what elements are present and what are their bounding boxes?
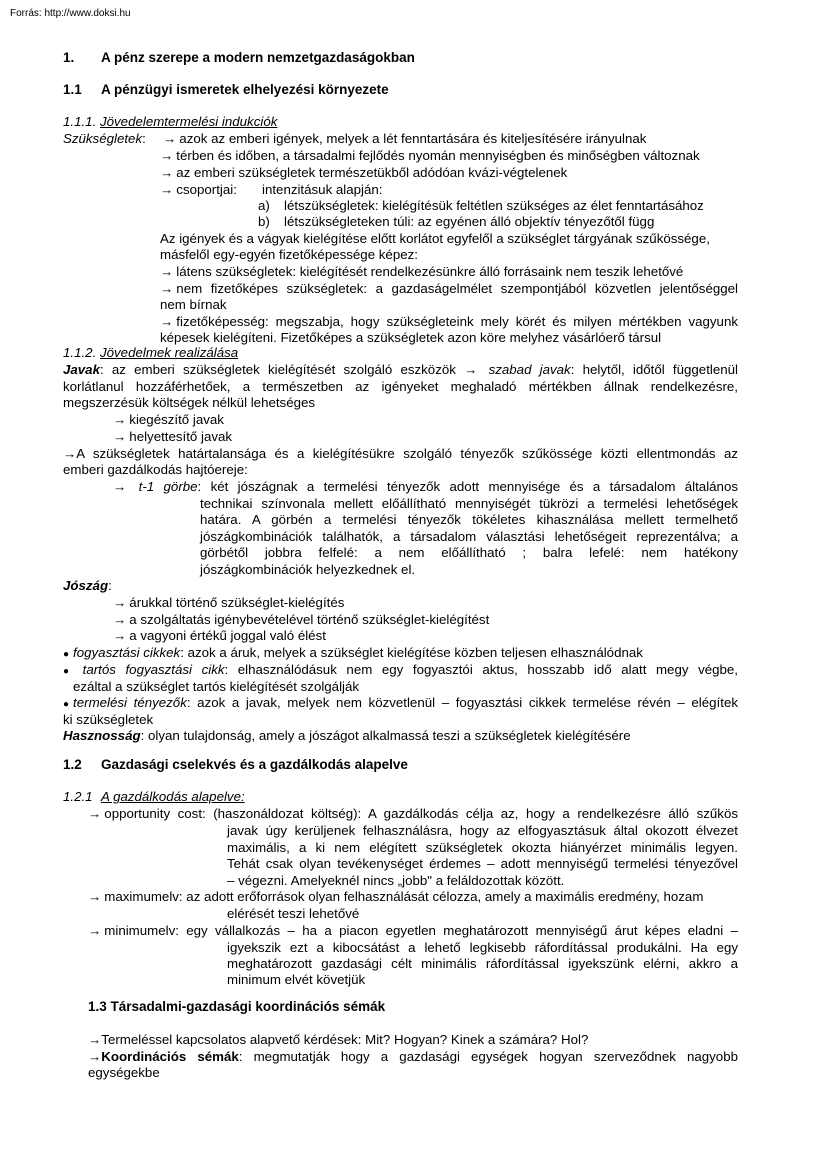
contra-line: →A szükségletek határtalansága és a kielégítésükre szolgáló tényezők szűkössége közti ellentmondás az — [63, 446, 738, 461]
t1-line: jószágkombinációk találhatók, a társadalom választási lehetőségeit reprezentálva; a — [200, 529, 738, 544]
javak-line-3: megszerzésük költségek nélkül lehetséges — [63, 395, 316, 410]
paragraph-line: Az igények és a vágyak kielégítése előtt korlátot egyfelől a szükséglet tárgyának szűkössége, — [160, 231, 710, 246]
bullet-item: ● fogyasztási cikkek: azok a áruk, melyek a szükséglet kielégítése közben teljesen elhasználódnak — [63, 645, 643, 663]
arrow-icon: → — [163, 131, 177, 146]
minimumelv-line: igyekszik ezt a kibocsátást a lehető legkisebb ráfordítással produkálni. Ha egy — [227, 940, 738, 955]
arrow-icon: → — [160, 314, 174, 329]
arrow-icon: → — [160, 281, 174, 296]
javak-item: → kiegészítő javak — [113, 412, 224, 427]
maximumelv-line: elérését teszi lehetővé — [227, 906, 360, 921]
arrow-icon: → — [160, 165, 174, 180]
szuksegletek-item: → azok az emberi igények, melyek a lét fenntartására és kiteljesítésére irányulnak — [163, 131, 647, 146]
paragraph-line: másfelől egy-egyén fizetőképessége képez: — [160, 247, 418, 262]
javak-line-1: Javak: az emberi szükségletek kielégítését szolgáló eszközök → szabad javak: helytől, időtől függetlenül — [63, 362, 738, 377]
arrow-icon: → — [113, 595, 127, 610]
opportunity-cost-line: – végezni. Amelyeknél nincs „jobb" a feláldozottak között. — [227, 873, 565, 888]
joszag-item: → a szolgáltatás igénybevételével történő szükséglet-kielégítést — [113, 612, 490, 627]
sub-item-b: b) létszükségleteken túli: az egyénen álló objektív tényezőtől függ — [258, 214, 655, 229]
arrow-icon: → — [113, 612, 127, 627]
maximumelv-line: → maximumelv: az adott erőforrások olyan felhasználását célozza, amely a maximális eredmény, hozam — [88, 889, 704, 904]
arrow-icon: → — [88, 1032, 102, 1047]
arrow-icon: → — [113, 412, 127, 427]
szuksegletek-item: → csoportjai: — [160, 182, 237, 197]
minimumelv-line: → minimumelv: egy vállalkozás – ha a piacon egyetlen meghatározott mennyiségű árut képes eladni – — [88, 923, 738, 938]
heading-1: 1. A pénz szerepe a modern nemzetgazdaságokban — [63, 50, 415, 65]
heading-1-2-1: 1.2.1 A gazdálkodás alapelve: — [63, 789, 245, 804]
hasznossag-line: Hasznosság: olyan tulajdonság, amely a jószágot alkalmassá teszi a szükségletek kielégítésére — [63, 728, 631, 743]
arrow-line: → látens szükségletek: kielégítését rendelkezésünkre álló forrásaink nem teszik lehetővé — [160, 264, 684, 279]
t1-line: jószágkombinációk helyezkednek el. — [200, 562, 416, 577]
arrow-icon: → — [88, 889, 102, 904]
javak-line-2: korlátlanul hozzáférhetőek, a természetben az igényeket meghaladó mértékben állnak rendelkezésre, — [63, 379, 738, 394]
joszag-item: → árukkal történő szükséglet-kielégítés — [113, 595, 345, 610]
opportunity-cost-line: Tehát csak olyan tevékenységet érdemes – adott mennyiségű termelési tényezővel — [227, 856, 738, 871]
opportunity-cost-line: maximális, a ki nem elégített szükségletek okozta hiányérzet minimális legyen. — [227, 840, 738, 855]
szuksegletek-line-1: Szükségletek: — [63, 131, 146, 146]
opportunity-cost-line: javak úgy kerüljenek felhasználásra, hogy az elfogyasztásuk által okozott élvezet — [227, 823, 738, 838]
contra-line: emberi gazdálkodás hajtóereje: — [63, 462, 248, 477]
heading-1-1: 1.1 A pénzügyi ismeretek elhelyezési környezete — [63, 82, 389, 97]
arrow-line-cont: nem bírnak — [160, 297, 227, 312]
bullet-icon: ● — [63, 699, 70, 710]
arrow-icon: → — [113, 628, 127, 643]
szuksegletek-item: → térben és időben, a társadalmi fejlődés nyomán mennyiségben és minőségben változnak — [160, 148, 700, 163]
opportunity-cost-line: → opportunity cost: (haszonáldozat költség): A gazdálkodás célja az, hogy a rendelkezésre álló szűkös — [88, 806, 738, 821]
arrow-icon: → — [113, 429, 127, 444]
t1-line: határa. A görbén a termelési tényezők tökéletes kihasználása mellett termelhető — [200, 512, 738, 527]
arrow-icon: → — [88, 1049, 102, 1064]
bullet-icon: ● — [63, 666, 70, 677]
arrow-icon: → — [160, 264, 174, 279]
heading-1-3: 1.3 Társadalmi-gazdasági koordinációs sémák — [88, 999, 386, 1014]
bullet-cont: ki szükségletek — [63, 712, 154, 727]
questions-line: →Termeléssel kapcsolatos alapvető kérdések: Mit? Hogyan? Kinek a számára? Hol? — [88, 1032, 589, 1047]
arrow-icon: → — [160, 148, 174, 163]
t1-line: → t-1 görbe: két jószágnak a termelési tényezők adott mennyisége és a társadalom általános — [113, 479, 738, 494]
joszag-item: → a vagyoni értékű joggal való élést — [113, 628, 326, 643]
source-label: Forrás: http://www.doksi.hu — [10, 8, 131, 19]
arrow-icon: → — [464, 362, 478, 377]
joszag-term: Jószág: — [63, 578, 112, 593]
bullet-item: ● tartós fogyasztási cikk: elhasználódásuk nem egy fogyasztói aktus, hosszabb idő alatt megy végbe, — [63, 662, 738, 680]
arrow-icon: → — [88, 806, 102, 821]
arrow-line: → fizetőképesség: megszabja, hogy szükségleteink mely körét és milyen mértékben vagyunk — [160, 314, 738, 329]
minimumelv-line: minimum elvét követjük — [227, 972, 366, 987]
heading-1-1-2: 1.1.2. Jövedelmek realizálása — [63, 345, 239, 360]
koordinacios-line: →Koordinációs sémák: megmutatják hogy a gazdasági egységek hogyan szerveződnek nagyobb — [88, 1049, 738, 1064]
szuksegletek-item: → az emberi szükségletek természetükből adódóan kvázi-végtelenek — [160, 165, 568, 180]
bullet-item: ● termelési tényezők: azok a javak, melyek nem közvetlenül – fogyasztási cikkek termelése révén – elégítek — [63, 695, 738, 713]
bullet-cont: ezáltal a szükséglet tartós kielégítését szolgálják — [73, 679, 360, 694]
arrow-icon: → — [88, 923, 102, 938]
arrow-icon: → — [63, 446, 77, 461]
sub-item-a: a) létszükségletek: kielégítésük feltétlen szükséges az élet fenntartásához — [258, 198, 704, 213]
bullet-icon: ● — [63, 649, 70, 660]
arrow-icon: → — [113, 479, 127, 494]
koordinacios-line: egységekbe — [88, 1065, 160, 1080]
t1-line: technikai színvonala mellett előállítható mennyiségét tükrözi a termelési lehetőségek — [200, 496, 738, 511]
group-label: intenzitásuk alapján: — [262, 182, 383, 197]
javak-item: → helyettesítő javak — [113, 429, 233, 444]
minimumelv-line: meghatározott gazdasági célt minimális ráfordítással igyekszünk elérni, akkro a — [227, 956, 738, 971]
arrow-line: → nem fizetőképes szükségletek: a gazdaságelmélet szempontjából közvetlen jelentőséggel — [160, 281, 738, 296]
arrow-icon: → — [160, 182, 174, 197]
arrow-line-cont: képesek kielégíteni. Fizetőképes a szükségletek azon köre melyhez vásárlóerő társul — [160, 330, 662, 345]
heading-1-2: 1.2 Gazdasági cselekvés és a gazdálkodás alapelve — [63, 757, 408, 772]
t1-line: görbétől jobbra felfelé: a nem előállítható ; balra lefelé: nem hatékony — [200, 545, 738, 560]
heading-1-1-1: 1.1.1. Jövedelemtermelési indukciók — [63, 114, 278, 129]
